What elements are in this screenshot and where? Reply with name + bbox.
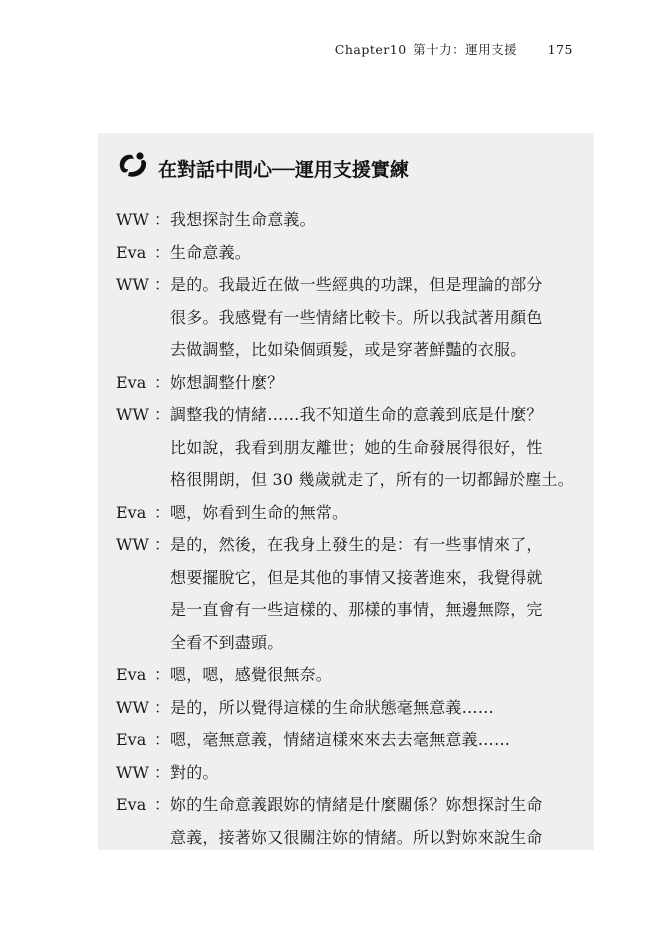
utterance-line: 全看不到盡頭。 <box>170 632 284 652</box>
speaker-name: WW <box>116 405 149 424</box>
speaker-colon: ： <box>154 275 171 294</box>
utterance-line: 我想探討生命意義。 <box>170 210 316 229</box>
speaker-name: Eva <box>116 372 147 392</box>
utterance-line: 想要擺脫它，但是其他的事情又接著進來，我覺得就 <box>170 567 543 587</box>
dialogue-turn <box>116 237 586 270</box>
swirl-logo-icon <box>116 151 150 185</box>
dialogue-turn <box>116 269 586 367</box>
dialogue-turn <box>116 367 586 400</box>
utterance <box>170 269 586 367</box>
utterance <box>170 367 586 400</box>
dialogue <box>116 204 586 854</box>
speaker-name: Eva <box>116 502 147 522</box>
speaker-name: WW <box>116 762 149 782</box>
utterance-line: 妳的生命意義跟妳的情緒是什麼關係？妳想探討生命 <box>170 795 543 814</box>
speaker-colon: ： <box>154 697 171 717</box>
section-heading-title: 在對話中問心──運用支援實練 <box>158 158 409 181</box>
chapter-title: 第十力：運用支援 <box>413 42 518 57</box>
speaker-colon: ： <box>154 730 171 749</box>
utterance-line: 格很開朗，但 30 幾歲就走了，所有的一切都歸於塵土。 <box>170 470 574 489</box>
utterance <box>170 399 586 497</box>
speaker-colon: ： <box>154 535 171 554</box>
dialogue-turn <box>116 757 586 790</box>
utterance-line: 調整我的情緒……我不知道生命的意義到底是什麼？ <box>170 405 543 424</box>
speaker-name: Eva <box>116 665 147 684</box>
dialogue-turn <box>116 399 586 497</box>
dialogue-turn <box>116 692 586 725</box>
utterance <box>170 692 586 725</box>
utterance-line: 去做調整，比如染個頭髮，或是穿著鮮豔的衣服。 <box>170 340 527 359</box>
running-header <box>335 40 573 58</box>
speaker-colon: ： <box>154 795 171 814</box>
utterance-line: 意義，接著妳又很關注妳的情緒。所以對妳來說生命 <box>170 827 543 847</box>
utterance <box>170 529 586 659</box>
utterance <box>170 237 586 270</box>
dialogue-turn <box>116 789 586 854</box>
utterance-line: 對的。 <box>170 762 219 782</box>
utterance-line: 嗯，嗯，感覺很無奈。 <box>170 665 333 684</box>
section-heading <box>116 151 409 185</box>
speaker-colon: ： <box>154 405 171 424</box>
utterance-line: 嗯，妳看到生命的無常。 <box>170 502 349 522</box>
dialogue-turn <box>116 497 586 530</box>
utterance <box>170 757 586 790</box>
utterance-line: 生命意義。 <box>170 242 252 262</box>
speaker-colon: ： <box>154 242 171 262</box>
speaker-name: WW <box>116 697 149 717</box>
speaker-name: WW <box>116 210 149 229</box>
dialogue-turn <box>116 724 586 757</box>
speaker-name: WW <box>116 535 149 554</box>
utterance <box>170 724 586 757</box>
dialogue-turn <box>116 204 586 237</box>
speaker-name: WW <box>116 275 149 294</box>
utterance-line: 是的，然後，在我身上發生的是：有一些事情來了， <box>170 535 543 554</box>
utterance <box>170 789 586 854</box>
utterance <box>170 204 586 237</box>
page-number: 175 <box>547 42 573 57</box>
speaker-name: Eva <box>116 242 147 262</box>
speaker-name: Eva <box>116 795 147 814</box>
utterance <box>170 497 586 530</box>
speaker-colon: ： <box>154 665 171 684</box>
utterance-line: 是的。我最近在做一些經典的功課，但是理論的部分 <box>170 275 543 294</box>
utterance-line: 是一直會有一些這樣的、那樣的事情，無邊無際，完 <box>170 600 543 619</box>
speaker-colon: ： <box>154 502 171 522</box>
speaker-colon: ： <box>154 372 171 392</box>
speaker-colon: ： <box>154 762 171 782</box>
utterance-line: 妳想調整什麼？ <box>170 372 284 392</box>
utterance-line: 是的，所以覺得這樣的生命狀態毫無意義…… <box>170 697 495 717</box>
chapter-label: Chapter10 <box>334 42 407 57</box>
speaker-colon: ： <box>154 210 171 229</box>
utterance-line: 很多。我感覺有一些情緒比較卡。所以我試著用顏色 <box>170 307 543 327</box>
utterance-line: 比如說，我看到朋友離世；她的生命發展得很好，性 <box>170 437 543 457</box>
utterance <box>170 659 586 692</box>
dialogue-turn <box>116 659 586 692</box>
speaker-name: Eva <box>116 730 147 749</box>
dialogue-turn <box>116 529 586 659</box>
utterance-line: 嗯，毫無意義，情緒這樣來來去去毫無意義…… <box>170 730 511 749</box>
